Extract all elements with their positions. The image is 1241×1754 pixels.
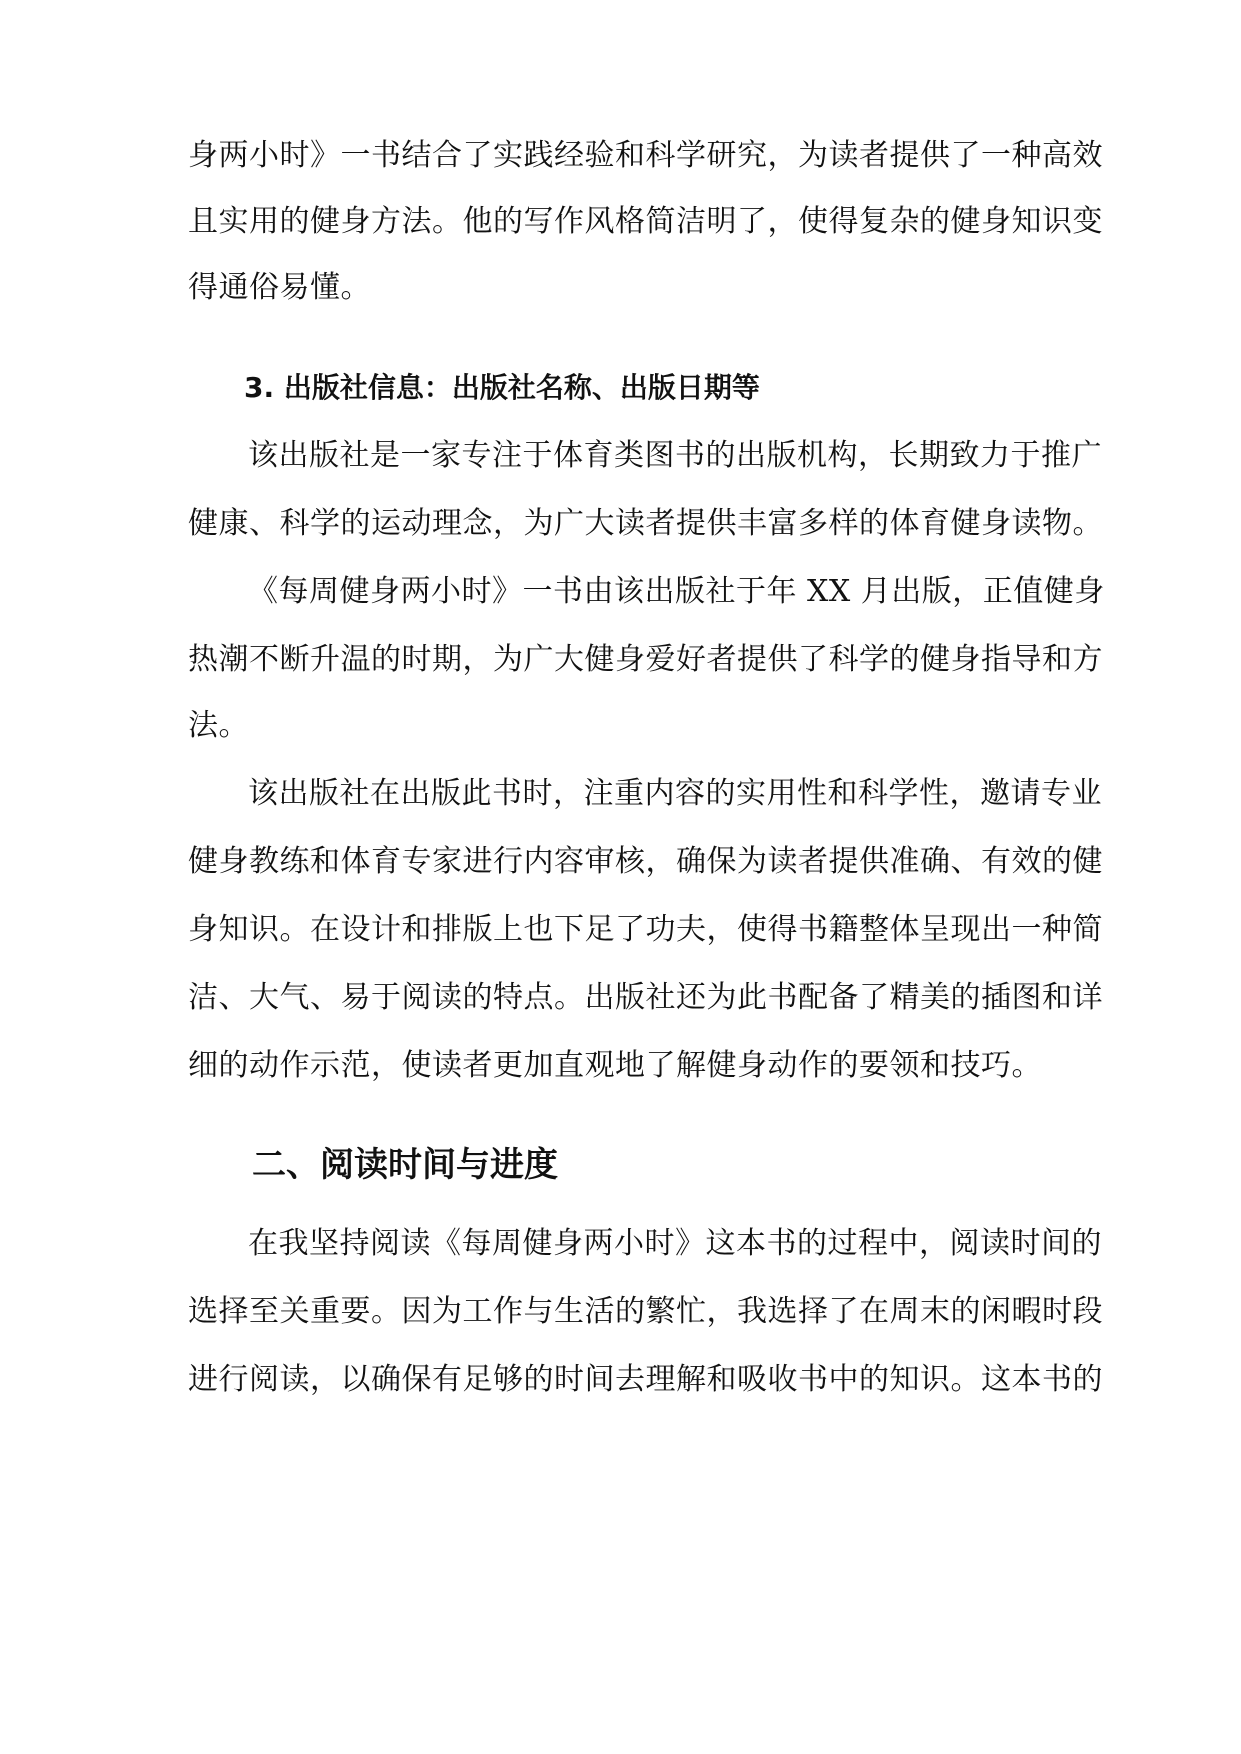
paragraph-4-line-3: 身知识。在设计和排版上也下足了功夫，使得书籍整体呈现出一种简 xyxy=(188,912,1103,947)
paragraph-1-line-3: 得通俗易懂。 xyxy=(188,270,371,305)
paragraph-3-line-1: 《每周健身两小时》一书由该出版社于年 XX 月出版，正值健身 xyxy=(248,574,1105,609)
paragraph-4-line-5: 细的动作示范，使读者更加直观地了解健身动作的要领和技巧。 xyxy=(188,1048,1042,1083)
publisher-subheading: 3. 出版社信息：出版社名称、出版日期等 xyxy=(244,371,760,404)
paragraph-3-line-2: 热潮不断升温的时期，为广大健身爱好者提供了科学的健身指导和方 xyxy=(188,642,1103,677)
paragraph-2-line-1: 该出版社是一家专注于体育类图书的出版机构，长期致力于推广 xyxy=(248,438,1102,473)
paragraph-1-line-2: 且实用的健身方法。他的写作风格简洁明了，使得复杂的健身知识变 xyxy=(188,204,1103,239)
paragraph-1-line-1: 身两小时》一书结合了实践经验和科学研究，为读者提供了一种高效 xyxy=(188,138,1103,173)
paragraph-3-line-3: 法。 xyxy=(188,708,249,743)
paragraph-2-line-2: 健康、科学的运动理念，为广大读者提供丰富多样的体育健身读物。 xyxy=(188,506,1103,541)
paragraph-5-line-1: 在我坚持阅读《每周健身两小时》这本书的过程中，阅读时间的 xyxy=(248,1226,1102,1261)
paragraph-4-line-2: 健身教练和体育专家进行内容审核，确保为读者提供准确、有效的健 xyxy=(188,844,1103,879)
paragraph-4-line-1: 该出版社在出版此书时，注重内容的实用性和科学性，邀请专业 xyxy=(248,776,1102,811)
paragraph-4-line-4: 洁、大气、易于阅读的特点。出版社还为此书配备了精美的插图和详 xyxy=(188,980,1103,1015)
section-heading-reading-time: 二、阅读时间与进度 xyxy=(252,1145,558,1185)
paragraph-5-line-2: 选择至关重要。因为工作与生活的繁忙，我选择了在周末的闲暇时段 xyxy=(188,1294,1103,1329)
paragraph-5-line-3: 进行阅读，以确保有足够的时间去理解和吸收书中的知识。这本书的 xyxy=(188,1362,1103,1397)
